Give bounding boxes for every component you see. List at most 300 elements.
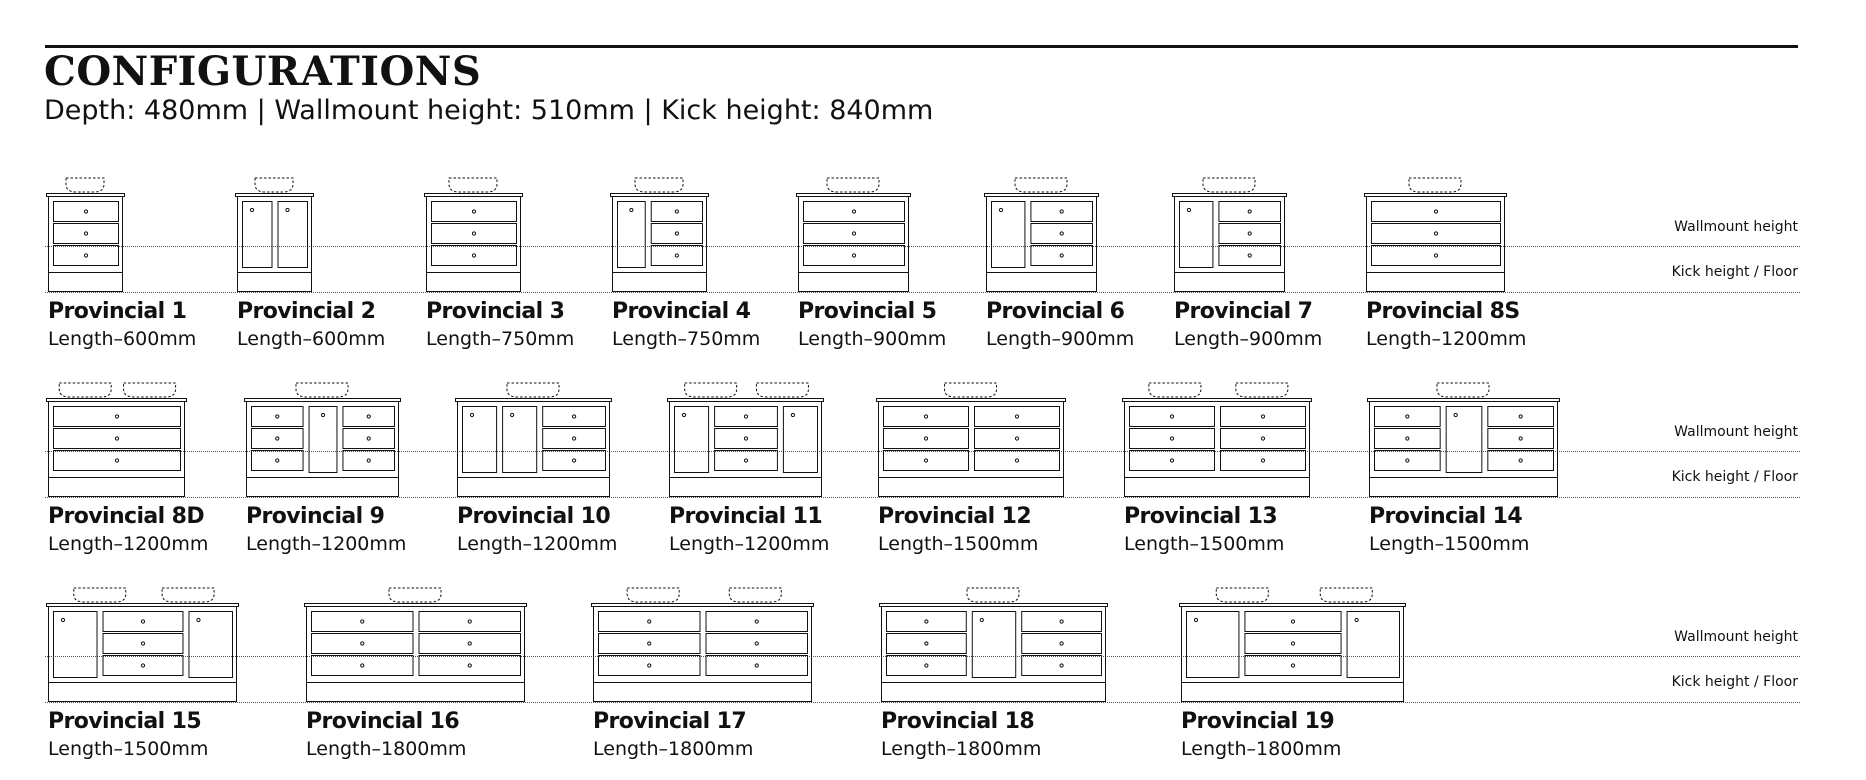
knob-icon xyxy=(321,413,324,416)
knob-icon xyxy=(925,642,928,645)
drawer-front xyxy=(1375,407,1441,427)
door-panel xyxy=(278,202,308,268)
vanity-drawing xyxy=(591,580,815,704)
vanity-drawing xyxy=(46,375,188,499)
knob-icon xyxy=(1261,459,1264,462)
drawer-front xyxy=(54,451,181,471)
drawer-front xyxy=(804,202,905,222)
drawer-front xyxy=(54,224,119,244)
configuration-row xyxy=(0,170,1866,370)
drawer-front xyxy=(706,612,808,632)
knob-icon xyxy=(852,210,855,213)
vanity-kick xyxy=(1182,683,1404,702)
configuration-length: Length–1800mm xyxy=(1181,738,1342,760)
configuration-length: Length–1500mm xyxy=(878,533,1039,555)
configuration-name: Provincial 1 xyxy=(48,299,187,324)
knob-icon xyxy=(472,254,475,257)
knob-icon xyxy=(1060,254,1063,257)
knob-icon xyxy=(1060,232,1063,235)
basin-outline xyxy=(945,383,997,397)
drawer-front xyxy=(54,429,181,449)
drawer-front xyxy=(252,407,304,427)
drawer-front xyxy=(54,202,119,222)
vanity-carcass xyxy=(1370,402,1558,478)
knob-icon xyxy=(744,437,747,440)
configuration-name: Provincial 13 xyxy=(1124,504,1278,529)
knob-icon xyxy=(472,232,475,235)
knob-icon xyxy=(361,664,364,667)
knob-icon xyxy=(1248,232,1251,235)
drawer-front xyxy=(706,656,808,676)
drawer-front xyxy=(543,451,606,471)
knob-icon xyxy=(675,232,678,235)
configuration-name: Provincial 12 xyxy=(878,504,1032,529)
knob-icon xyxy=(61,618,64,621)
configuration-length: Length–1200mm xyxy=(457,533,618,555)
vanity-drawing xyxy=(46,580,240,704)
knob-icon xyxy=(468,664,471,667)
knob-icon xyxy=(1015,437,1018,440)
drawer-front xyxy=(651,202,702,222)
knob-icon xyxy=(197,618,200,621)
knob-icon xyxy=(1261,437,1264,440)
knob-icon xyxy=(630,208,633,211)
vanity-drawing xyxy=(1364,170,1508,294)
basin-outline xyxy=(74,588,126,602)
vanity-drawing xyxy=(876,375,1067,499)
knob-icon xyxy=(1406,459,1409,462)
drawer-front xyxy=(1372,246,1501,266)
configuration-length: Length–1800mm xyxy=(593,738,754,760)
knob-icon xyxy=(791,413,794,416)
vanity-kick xyxy=(1367,273,1505,292)
knob-icon xyxy=(1170,437,1173,440)
vanity-drawing xyxy=(1179,580,1407,704)
vanity-carcass xyxy=(613,197,707,273)
basin-outline xyxy=(124,383,176,397)
configuration-name: Provincial 4 xyxy=(612,299,751,324)
knob-icon xyxy=(510,413,513,416)
knob-icon xyxy=(1248,210,1251,213)
knob-icon xyxy=(361,642,364,645)
basin-outline xyxy=(1236,383,1288,397)
configuration-name: Provincial 6 xyxy=(986,299,1125,324)
vanity-configuration[interactable] xyxy=(984,170,1135,360)
knob-icon xyxy=(1187,208,1190,211)
knob-icon xyxy=(755,642,758,645)
knob-icon xyxy=(1519,437,1522,440)
vanity-carcass xyxy=(307,607,525,683)
knob-icon xyxy=(1015,415,1018,418)
drawer-front xyxy=(887,656,967,676)
kick-height-label: Kick height / Floor xyxy=(1671,674,1798,690)
configuration-row xyxy=(0,580,1866,780)
drawer-front xyxy=(887,634,967,654)
vanity-drawing xyxy=(424,170,524,294)
door-panel xyxy=(1180,202,1213,268)
configuration-name: Provincial 5 xyxy=(798,299,937,324)
drawer-front xyxy=(1219,224,1281,244)
knob-icon xyxy=(1261,415,1264,418)
vanity-carcass xyxy=(1175,197,1285,273)
vanity-kick xyxy=(1370,478,1558,497)
drawer-front xyxy=(599,634,701,654)
knob-icon xyxy=(1170,459,1173,462)
page-subtitle: Depth: 480mm | Wallmount height: 510mm | Kick height: 840mm xyxy=(44,95,934,126)
knob-icon xyxy=(1291,642,1294,645)
basin-outline xyxy=(507,383,559,397)
basin-outline xyxy=(162,588,214,602)
drawer-front xyxy=(312,656,414,676)
drawer-front xyxy=(715,407,778,427)
knob-icon xyxy=(472,210,475,213)
drawer-front xyxy=(1031,202,1093,222)
door-panel xyxy=(243,202,273,268)
vanity-drawing xyxy=(235,170,315,294)
vanity-kick xyxy=(879,478,1064,497)
drawer-front xyxy=(1130,451,1215,471)
drawer-front xyxy=(432,202,517,222)
knob-icon xyxy=(141,664,144,667)
knob-icon xyxy=(572,415,575,418)
drawer-front xyxy=(804,246,905,266)
basin-outline xyxy=(1203,178,1255,192)
knob-icon xyxy=(367,459,370,462)
vanity-drawing xyxy=(796,170,912,294)
vanity-configuration[interactable] xyxy=(667,375,831,565)
knob-icon xyxy=(648,664,651,667)
vanity-drawing xyxy=(667,375,825,499)
configuration-name: Provincial 15 xyxy=(48,709,202,734)
drawer-front xyxy=(1130,407,1215,427)
vanity-configuration[interactable] xyxy=(46,375,209,565)
configuration-name: Provincial 8D xyxy=(48,504,205,529)
door-panel xyxy=(1187,612,1239,678)
vanity-configuration[interactable] xyxy=(235,170,386,360)
drawer-front xyxy=(419,656,521,676)
vanity-drawing xyxy=(244,375,402,499)
knob-icon xyxy=(141,620,144,623)
vanity-kick xyxy=(427,273,521,292)
drawer-front xyxy=(1031,224,1093,244)
wallmount-height-label: Wallmount height xyxy=(1674,629,1798,645)
drawer-front xyxy=(651,246,702,266)
door-panel xyxy=(54,612,98,678)
vanity-configuration[interactable] xyxy=(1122,375,1319,565)
configuration-length: Length–1500mm xyxy=(1369,533,1530,555)
knob-icon xyxy=(1291,620,1294,623)
configuration-length: Length–600mm xyxy=(48,328,197,350)
knob-icon xyxy=(84,232,87,235)
vanity-drawing xyxy=(879,580,1109,704)
vanity-configuration[interactable] xyxy=(244,375,408,565)
knob-icon xyxy=(1291,664,1294,667)
knob-icon xyxy=(648,620,651,623)
vanity-kick xyxy=(49,683,237,702)
vanity-configuration[interactable] xyxy=(46,580,246,770)
knob-icon xyxy=(276,415,279,418)
door-panel xyxy=(503,407,537,473)
knob-icon xyxy=(744,415,747,418)
drawer-front xyxy=(884,451,969,471)
knob-icon xyxy=(924,415,927,418)
basin-outline xyxy=(66,178,104,192)
vanity-kick xyxy=(1125,478,1310,497)
drawer-front xyxy=(1372,224,1501,244)
drawer-front xyxy=(1022,634,1102,654)
vanity-drawing xyxy=(455,375,613,499)
drawer-front xyxy=(884,429,969,449)
configuration-length: Length–1800mm xyxy=(881,738,1042,760)
knob-icon xyxy=(675,210,678,213)
knob-icon xyxy=(572,437,575,440)
basin-outline xyxy=(635,178,683,192)
basin-outline xyxy=(255,178,293,192)
drawer-front xyxy=(599,656,701,676)
vanity-configuration[interactable] xyxy=(1172,170,1323,360)
drawer-front xyxy=(706,634,808,654)
knob-icon xyxy=(648,642,651,645)
vanity-kick xyxy=(799,273,909,292)
drawer-front xyxy=(312,612,414,632)
vanity-carcass xyxy=(247,402,399,478)
configuration-name: Provincial 7 xyxy=(1174,299,1313,324)
vanity-configuration[interactable] xyxy=(455,375,619,565)
basin-outline xyxy=(967,588,1019,602)
drawer-front xyxy=(715,429,778,449)
configuration-name: Provincial 11 xyxy=(669,504,823,529)
knob-icon xyxy=(367,415,370,418)
knob-icon xyxy=(1519,459,1522,462)
knob-icon xyxy=(852,232,855,235)
vanity-carcass xyxy=(987,197,1097,273)
knob-icon xyxy=(999,208,1002,211)
knob-icon xyxy=(744,459,747,462)
configuration-length: Length–600mm xyxy=(237,328,386,350)
vanity-carcass xyxy=(458,402,610,478)
basin-outline xyxy=(1015,178,1067,192)
vanity-carcass xyxy=(238,197,312,273)
drawer-front xyxy=(343,407,395,427)
configuration-name: Provincial 3 xyxy=(426,299,565,324)
knob-icon xyxy=(115,459,118,462)
door-panel xyxy=(783,407,817,473)
vanity-kick xyxy=(49,273,123,292)
drawer-front xyxy=(1219,246,1281,266)
drawer-front xyxy=(1372,202,1501,222)
drawer-front xyxy=(419,634,521,654)
knob-icon xyxy=(1519,415,1522,418)
basin-outline xyxy=(449,178,497,192)
drawer-front xyxy=(1221,407,1306,427)
basin-outline xyxy=(296,383,348,397)
drawer-front xyxy=(103,656,183,676)
vanity-configuration[interactable] xyxy=(876,375,1073,565)
vanity-configuration[interactable] xyxy=(304,580,534,770)
basin-outline xyxy=(59,383,111,397)
vanity-kick xyxy=(594,683,812,702)
drawer-front xyxy=(1221,429,1306,449)
vanity-drawing xyxy=(984,170,1100,294)
drawer-front xyxy=(975,429,1060,449)
configuration-length: Length–900mm xyxy=(798,328,947,350)
knob-icon xyxy=(755,664,758,667)
configuration-length: Length–1200mm xyxy=(1366,328,1527,350)
knob-icon xyxy=(468,642,471,645)
configuration-length: Length–750mm xyxy=(426,328,575,350)
vanity-configuration[interactable] xyxy=(591,580,821,770)
configuration-name: Provincial 16 xyxy=(306,709,460,734)
vanity-drawing xyxy=(46,170,126,294)
knob-icon xyxy=(925,664,928,667)
knob-icon xyxy=(852,254,855,257)
vanity-drawing xyxy=(1367,375,1561,499)
configuration-name: Provincial 17 xyxy=(593,709,747,734)
basin-outline xyxy=(1149,383,1201,397)
knob-icon xyxy=(286,208,289,211)
drawer-front xyxy=(1245,634,1341,654)
vanity-configuration[interactable] xyxy=(1364,170,1527,360)
vanity-drawing xyxy=(610,170,710,294)
knob-icon xyxy=(367,437,370,440)
page-title: CONFIGURATIONS xyxy=(44,48,482,95)
drawer-front xyxy=(1031,246,1093,266)
knob-icon xyxy=(1406,437,1409,440)
wallmount-height-label: Wallmount height xyxy=(1674,219,1798,235)
vanity-kick xyxy=(987,273,1097,292)
knob-icon xyxy=(572,459,575,462)
configuration-length: Length–750mm xyxy=(612,328,761,350)
drawer-front xyxy=(432,224,517,244)
basin-outline xyxy=(389,588,441,602)
knob-icon xyxy=(980,618,983,621)
drawer-front xyxy=(1245,656,1341,676)
basin-outline xyxy=(1409,178,1461,192)
vanity-kick xyxy=(238,273,312,292)
vanity-kick xyxy=(613,273,707,292)
knob-icon xyxy=(115,415,118,418)
knob-icon xyxy=(115,437,118,440)
knob-icon xyxy=(84,210,87,213)
drawer-front xyxy=(651,224,702,244)
vanity-kick xyxy=(882,683,1106,702)
configuration-name: Provincial 10 xyxy=(457,504,611,529)
vanity-configuration[interactable] xyxy=(879,580,1115,770)
drawer-front xyxy=(1022,612,1102,632)
door-panel xyxy=(1446,407,1482,473)
knob-icon xyxy=(924,437,927,440)
drawer-front xyxy=(1375,429,1441,449)
configuration-name: Provincial 8S xyxy=(1366,299,1520,324)
kick-height-label: Kick height / Floor xyxy=(1671,264,1798,280)
vanity-configuration[interactable] xyxy=(1367,375,1567,565)
vanity-configuration[interactable] xyxy=(46,170,197,360)
vanity-drawing xyxy=(1122,375,1313,499)
knob-icon xyxy=(1194,618,1197,621)
knob-icon xyxy=(675,254,678,257)
vanity-carcass xyxy=(1125,402,1310,478)
drawer-front xyxy=(103,634,183,654)
vanity-kick xyxy=(49,478,185,497)
configuration-length: Length–900mm xyxy=(986,328,1135,350)
knob-icon xyxy=(141,642,144,645)
knob-icon xyxy=(1434,210,1437,213)
vanity-configuration[interactable] xyxy=(424,170,575,360)
vanity-configuration[interactable] xyxy=(1179,580,1413,770)
kick-height-label: Kick height / Floor xyxy=(1671,469,1798,485)
drawer-front xyxy=(975,451,1060,471)
door-panel xyxy=(992,202,1025,268)
configuration-length: Length–1200mm xyxy=(48,533,209,555)
drawer-front xyxy=(103,612,183,632)
vanity-configuration[interactable] xyxy=(610,170,761,360)
wallmount-height-label: Wallmount height xyxy=(1674,424,1798,440)
drawer-front xyxy=(1488,451,1554,471)
configuration-length: Length–1800mm xyxy=(306,738,467,760)
vanity-configuration[interactable] xyxy=(796,170,947,360)
knob-icon xyxy=(84,254,87,257)
knob-icon xyxy=(1060,210,1063,213)
drawer-front xyxy=(54,246,119,266)
configuration-row xyxy=(0,375,1866,575)
knob-icon xyxy=(1060,620,1063,623)
knob-icon xyxy=(925,620,928,623)
vanity-kick xyxy=(1175,273,1285,292)
knob-icon xyxy=(468,620,471,623)
basin-outline xyxy=(729,588,781,602)
knob-icon xyxy=(1434,254,1437,257)
drawer-front xyxy=(804,224,905,244)
drawer-front xyxy=(1219,202,1281,222)
drawer-front xyxy=(252,451,304,471)
basin-outline xyxy=(1437,383,1489,397)
basin-outline xyxy=(1216,588,1268,602)
door-panel xyxy=(675,407,709,473)
vanity-carcass xyxy=(594,607,812,683)
configuration-length: Length–1200mm xyxy=(669,533,830,555)
knob-icon xyxy=(276,437,279,440)
drawer-front xyxy=(432,246,517,266)
knob-icon xyxy=(361,620,364,623)
vanity-kick xyxy=(247,478,399,497)
drawer-front xyxy=(887,612,967,632)
knob-icon xyxy=(1015,459,1018,462)
knob-icon xyxy=(1248,254,1251,257)
drawer-front xyxy=(343,429,395,449)
drawer-front xyxy=(884,407,969,427)
drawer-front xyxy=(419,612,521,632)
knob-icon xyxy=(276,459,279,462)
vanity-drawing xyxy=(304,580,528,704)
knob-icon xyxy=(1060,642,1063,645)
drawer-front xyxy=(1245,612,1341,632)
drawer-front xyxy=(1488,429,1554,449)
drawer-front xyxy=(1375,451,1441,471)
drawer-front xyxy=(1221,451,1306,471)
knob-icon xyxy=(1060,664,1063,667)
drawer-front xyxy=(543,429,606,449)
basin-outline xyxy=(756,383,808,397)
configuration-name: Provincial 9 xyxy=(246,504,385,529)
configuration-length: Length–1200mm xyxy=(246,533,407,555)
drawer-front xyxy=(54,407,181,427)
configuration-name: Provincial 18 xyxy=(881,709,1035,734)
vanity-carcass xyxy=(882,607,1106,683)
knob-icon xyxy=(1170,415,1173,418)
knob-icon xyxy=(250,208,253,211)
configuration-length: Length–1500mm xyxy=(1124,533,1285,555)
drawer-front xyxy=(343,451,395,471)
